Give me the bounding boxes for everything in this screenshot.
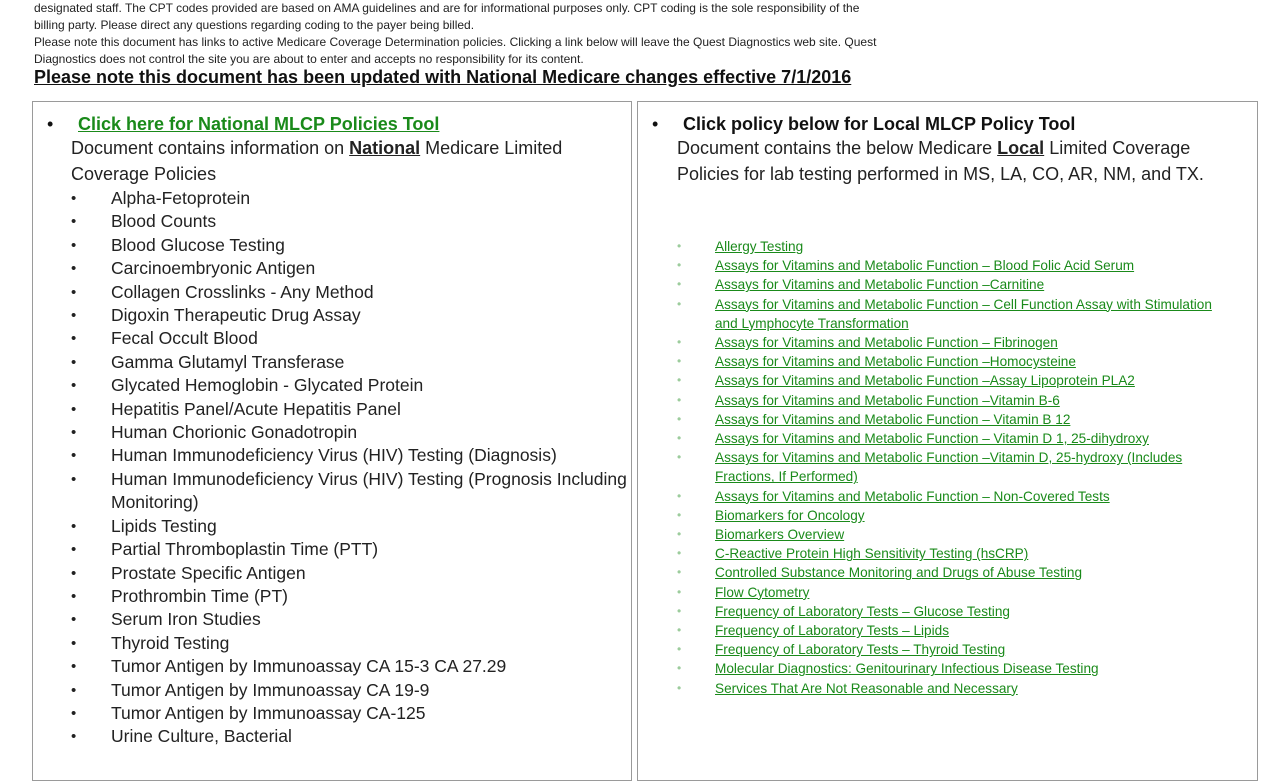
- national-policy-item: • Lipids Testing: [71, 515, 631, 538]
- local-policy-item: [677, 295, 1237, 333]
- local-policy-link[interactable]: Assays for Vitamins and Metabolic Function – Blood Folic Acid Serum: [715, 258, 1135, 274]
- national-policy-item: • Partial Thromboplastin Time (PTT): [71, 538, 631, 561]
- local-policy-item: [677, 506, 1237, 525]
- description-text: Limited Coverage Policies for lab testing performed in MS, LA, CO, AR, NM, and TX.: [677, 138, 1204, 184]
- national-policy-item: • Prothrombin Time (PT): [71, 585, 631, 608]
- national-policy-item: • Tumor Antigen by Immunoassay CA 19-9: [71, 679, 631, 702]
- national-policy-item: • Human Immunodeficiency Virus (HIV) Testing (Diagnosis): [71, 444, 631, 467]
- intro-text: [34, 0, 1044, 68]
- local-policy-link[interactable]: Services That Are Not Reasonable and Necessary: [715, 680, 1018, 696]
- local-policy-item: [677, 525, 1237, 544]
- national-panel-heading: [47, 112, 439, 137]
- local-policy-item: [677, 679, 1237, 698]
- local-policies-panel: [637, 101, 1258, 781]
- local-policy-item: [677, 487, 1237, 506]
- local-policy-link[interactable]: Assays for Vitamins and Metabolic Function – Cell Function Assay with Stimulation and Lymphocyte Transformation: [715, 296, 1212, 331]
- local-policy-item: [677, 256, 1237, 275]
- description-text: Document contains the below Medicare: [677, 138, 998, 158]
- local-policy-link[interactable]: Assays for Vitamins and Metabolic Function –Carnitine: [715, 277, 1045, 293]
- local-policy-link[interactable]: Biomarkers for Oncology: [715, 507, 865, 523]
- bullet: •: [47, 114, 54, 134]
- local-policy-link[interactable]: C-Reactive Protein High Sensitivity Testing (hsCRP): [715, 546, 1029, 562]
- national-policies-panel: [32, 101, 632, 781]
- local-policy-link[interactable]: Assays for Vitamins and Metabolic Function –Vitamin B-6: [715, 392, 1060, 408]
- local-policy-item: [677, 640, 1237, 659]
- local-policy-link[interactable]: Assays for Vitamins and Metabolic Function –Homocysteine: [715, 354, 1076, 370]
- local-policy-item: [677, 583, 1237, 602]
- local-panel-heading: [652, 112, 1075, 137]
- local-tool-title: Click policy below for Local MLCP Policy Tool: [683, 114, 1076, 134]
- national-policy-item: • Human Immunodeficiency Virus (HIV) Testing (Prognosis Including Monitoring): [71, 468, 631, 515]
- local-policy-link[interactable]: Allergy Testing: [715, 239, 804, 254]
- national-policy-list: [71, 187, 631, 749]
- local-policy-item: [677, 410, 1237, 429]
- national-description: [71, 135, 611, 187]
- local-policy-item: [677, 621, 1237, 640]
- local-policy-link[interactable]: Assays for Vitamins and Metabolic Function – Vitamin D 1, 25-dihydroxy: [715, 431, 1149, 447]
- local-policy-link[interactable]: Assays for Vitamins and Metabolic Function – Non-Covered Tests: [715, 488, 1110, 504]
- national-mlcp-tool-link[interactable]: Click here for National MLCP Policies Tool: [78, 114, 440, 134]
- national-policy-item: • Blood Glucose Testing: [71, 234, 631, 257]
- local-policy-link[interactable]: Biomarkers Overview: [715, 527, 845, 543]
- local-policy-link[interactable]: Molecular Diagnostics: Genitourinary Infectious Disease Testing: [715, 661, 1099, 677]
- local-policy-link[interactable]: Assays for Vitamins and Metabolic Function – Vitamin B 12: [715, 411, 1071, 427]
- national-policy-item: • Fecal Occult Blood: [71, 327, 631, 350]
- local-policy-item: [677, 563, 1237, 582]
- local-policy-item: [677, 237, 1237, 256]
- bullet: •: [652, 114, 659, 134]
- local-policy-link[interactable]: Controlled Substance Monitoring and Drugs of Abuse Testing: [715, 565, 1083, 581]
- national-policy-item: • Serum Iron Studies: [71, 608, 631, 631]
- national-policy-item: • Prostate Specific Antigen: [71, 562, 631, 585]
- national-policy-item: • Alpha-Fetoprotein: [71, 187, 631, 210]
- national-policy-item: • Urine Culture, Bacterial: [71, 725, 631, 748]
- local-policy-link[interactable]: Assays for Vitamins and Metabolic Function – Fibrinogen: [715, 335, 1058, 351]
- local-policy-link[interactable]: Frequency of Laboratory Tests – Thyroid Testing: [715, 642, 1006, 658]
- local-policy-item: [677, 659, 1237, 678]
- national-policy-item: • Human Chorionic Gonadotropin: [71, 421, 631, 444]
- national-emphasis: National: [349, 138, 421, 158]
- local-policy-item: [677, 544, 1237, 563]
- national-policy-item: • Tumor Antigen by Immunoassay CA 15-3 CA 27.29: [71, 655, 631, 678]
- update-notice: Please note this document has been updated with National Medicare changes effective 7/1/2016: [34, 67, 852, 87]
- local-policy-item: [677, 371, 1237, 390]
- intro-line: designated staff. The CPT codes provided are based on AMA guidelines and are for informational purposes only. CPT coding is the sole responsibility of the: [34, 1, 860, 15]
- local-policy-link[interactable]: Frequency of Laboratory Tests – Lipids: [715, 623, 949, 639]
- national-policy-item: • Glycated Hemoglobin - Glycated Protein: [71, 374, 631, 397]
- local-description: [677, 135, 1217, 187]
- national-policy-item: • Tumor Antigen by Immunoassay CA-125: [71, 702, 631, 725]
- national-policy-item: • Collagen Crosslinks - Any Method: [71, 281, 631, 304]
- intro-line: Diagnostics does not control the site you are about to enter and accepts no responsibility for its content.: [34, 52, 584, 66]
- local-policy-item: [677, 352, 1237, 371]
- local-policy-item: [677, 448, 1237, 486]
- local-policy-item: [677, 275, 1237, 294]
- local-policy-item: [677, 333, 1237, 352]
- local-policy-item: [677, 429, 1237, 448]
- local-emphasis: Local: [997, 138, 1045, 158]
- local-policy-item: [677, 602, 1237, 621]
- national-policy-item: • Digoxin Therapeutic Drug Assay: [71, 304, 631, 327]
- local-policy-link[interactable]: Frequency of Laboratory Tests – Glucose Testing: [715, 603, 1010, 619]
- national-policy-item: • Gamma Glutamyl Transferase: [71, 351, 631, 374]
- national-policy-item: • Carcinoembryonic Antigen: [71, 257, 631, 280]
- local-policy-link[interactable]: Assays for Vitamins and Metabolic Function –Vitamin D, 25-hydroxy (Includes Fractions, If Performed): [715, 450, 1183, 485]
- local-policy-link[interactable]: Flow Cytometry: [715, 584, 810, 600]
- intro-line: Please note this document has links to active Medicare Coverage Determination policies. Clicking a link below will leave the Quest Diagnostics web site. Quest: [34, 35, 877, 49]
- national-policy-item: • Blood Counts: [71, 210, 631, 233]
- local-policy-item: [677, 391, 1237, 410]
- local-policy-list: [677, 237, 1237, 698]
- national-policy-item: • Thyroid Testing: [71, 632, 631, 655]
- description-text: Document contains information on: [71, 138, 350, 158]
- local-policy-link[interactable]: Assays for Vitamins and Metabolic Function –Assay Lipoprotein PLA2: [715, 373, 1135, 389]
- description-text: Medicare Limited Coverage Policies: [71, 138, 563, 184]
- intro-line: billing party. Please direct any questions regarding coding to the payer being billed.: [34, 18, 475, 32]
- national-policy-item: • Hepatitis Panel/Acute Hepatitis Panel: [71, 398, 631, 421]
